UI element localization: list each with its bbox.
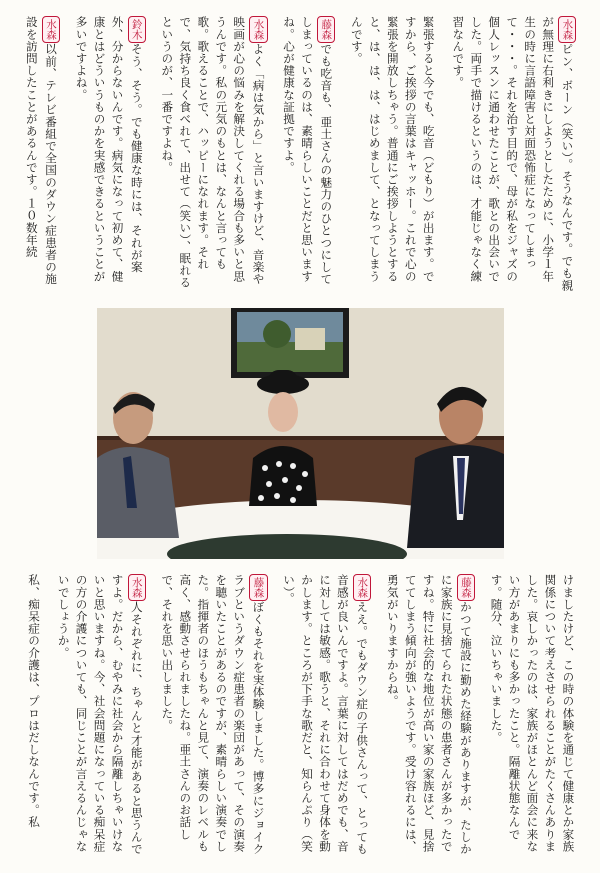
speaker-label: 藤森 [457, 574, 475, 601]
paragraph [487, 574, 577, 864]
paragraph [157, 574, 267, 864]
paragraph [54, 574, 146, 864]
paragraph-text: 緊張すると今でも、吃音（どもり）が出ます。ですから、ご挨拶の言葉はキャッホー。これで心の緊張を開放しちゃう。普通にご挨拶しようとすると、は、は、は、はじめまして、となってしまうんです。 [349, 16, 436, 283]
paragraph-text: ぼくもそれを実体験しました。博多にジョイクラブというダウン症患者の楽団があって、その演奏を聴いたことがあるのですが、素晴らしい演奏でした。指揮者のほうもちゃんと見て、演奏のレベルも高く、感動させられましたね。亜土さんのお話しで、それを思い出しました。 [160, 574, 266, 856]
paragraph-text: かつて施設に勤めた経験がありますが、たしかに家族に見捨てられた状態の患者さんが多かったですね。特に社会的な地位が高い家の家族ほど、見捨ててしまう傾向が強いようです。受け容れるには、勇気がいりますからね。 [385, 574, 473, 856]
paragraph-text: ピン、ボーン（笑い）。そうなんです。でも親が無理に右利きにしようとしたために、小学１年生の時に言語障害と対面恐怖症になってしまって・・・。それを治す目的で、母が私をジャズの個人レッスンに通わせたことが、歌との出会いでした。両手で描けるというのは、才能じゃなく練習なんです。 [451, 16, 575, 292]
article-top-text [12, 16, 588, 294]
paragraph-text: けましたけど、この時の体験を通じて健康とか家族関係について考えさせられることがたくさんありました。哀しかったのは、家族がほとんど面会に来ない方があまりにも多かったこと。隔離状態なんです。随分、泣いちゃいました。 [489, 574, 576, 853]
speaker-label: 水森 [558, 16, 576, 43]
paragraph [72, 16, 146, 294]
paragraph [383, 574, 475, 864]
speaker-label: 水森 [128, 574, 146, 601]
speaker-label: 藤森 [249, 574, 267, 601]
paragraph [22, 16, 60, 294]
paragraph-text: 以前、テレビ番組で全国のダウン症患者の施設を訪問したことがあるんです。１０数年続 [24, 16, 59, 285]
speaker-label: 水森 [353, 574, 371, 601]
paragraph-text: よく「病は気から」と言いますけど、音楽や映画が心の悩みを解決してくれる場合も多いと思うんです。私の元気のもとは、なんと言っても歌。歌えることで、ハッピーになれます。それで、気持ち良く食べれて、出せて（笑い）、眠れるというのが、一番ですよね。 [160, 16, 266, 289]
interview-photo [97, 308, 504, 559]
framed-painting [231, 308, 349, 378]
paragraph-text: ええ。でもダウン症の子供さんって、とっても音感が良いんですよ。言葉に対してはだめでも、音に対しては敏感。歌うと、それに合わせて身体を動かします。ところが下手な歌だと、知らんぷり（笑い）。 [282, 574, 370, 856]
speaker-label: 水森 [42, 16, 60, 43]
speaker-label: 鈴木 [128, 16, 146, 43]
paragraph-text: 私、痴呆症の介護は、プロはだしなんです。私 [27, 574, 42, 829]
paragraph [279, 16, 335, 294]
paragraph-text: 人それぞれに、ちゃんと才能があると思うんですよ。だから、むやみに社会から隔離しちゃいけないと思いますね。今、社会問題になっている痴呆症の方の介護についても、同じことが言えるんじゃないでしょうか。 [56, 574, 144, 856]
paragraph-text: そう、そう。でも健康な時には、それが案外、分からないんです。病気になって初めて、健康とはどういうものかを実感できるということが多いですよね。 [74, 16, 144, 283]
speaker-label: 藤森 [317, 16, 335, 43]
speaker-label: 水森 [249, 16, 267, 43]
paragraph [347, 16, 437, 294]
paragraph [24, 574, 42, 864]
paragraph [157, 16, 267, 294]
paragraph-text: でも吃音も、亜土さんの魅力のひとつにしてしまっているのは、素晴らしいことだと思いますね。心が健康な証拠ですよ。 [282, 16, 334, 285]
article-bottom-text [12, 574, 588, 864]
paragraph [448, 16, 576, 294]
paragraph [279, 574, 371, 864]
